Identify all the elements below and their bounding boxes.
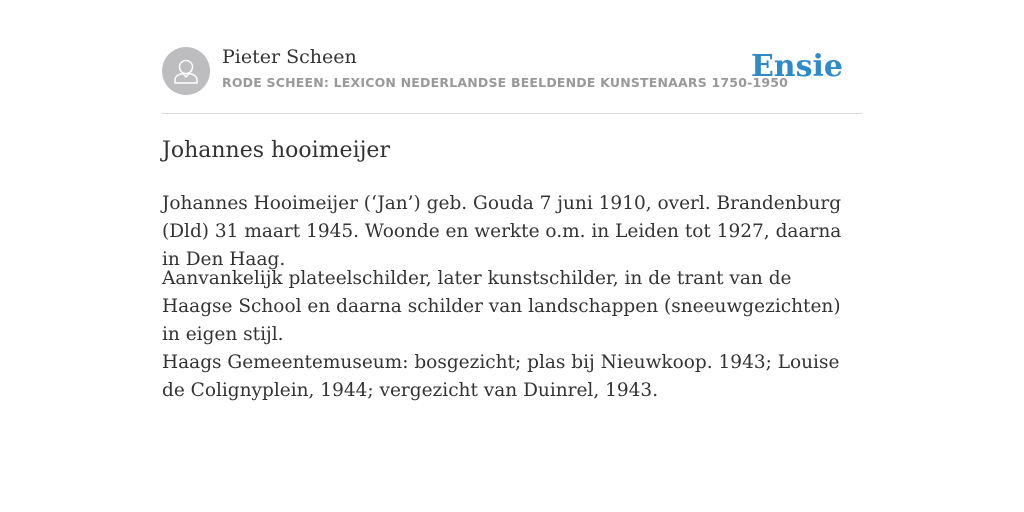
author-avatar[interactable]	[162, 47, 210, 95]
entry-title: Johannes hooimeijer	[162, 138, 390, 163]
user-silhouette-icon	[162, 47, 210, 95]
entry-paragraph-biography: Johannes Hooimeijer (‘Jan’) geb. Gouda 7 juni 1910, overl. Brandenburg (Dld) 31 maart 1945. Woonde en werkte o.m. in Leiden tot 1927, daarna in Den Haag.	[162, 193, 842, 270]
source-title[interactable]: RODE SCHEEN: LEXICON NEDERLANDSE BEELDENDE KUNSTENAARS 1750-1950	[222, 75, 789, 90]
entry-page	[162, 0, 862, 401]
ensie-logo[interactable]: Ensie	[750, 49, 843, 84]
entry-paragraph-style: Aanvankelijk plateelschilder, later kunstschilder, in de trant van de Haagse School en daarna schilder van landschappen (sneeuwgezichten) in eigen stijl.	[162, 268, 841, 345]
entry-paragraph-collections: Haags Gemeentemuseum: bosgezicht; plas bij Nieuwkoop. 1943; Louise de Colignyplein, 1944; vergezicht van Duinrel, 1943.	[162, 352, 840, 401]
author-name[interactable]: Pieter Scheen	[222, 46, 357, 68]
entry-header	[162, 0, 862, 114]
